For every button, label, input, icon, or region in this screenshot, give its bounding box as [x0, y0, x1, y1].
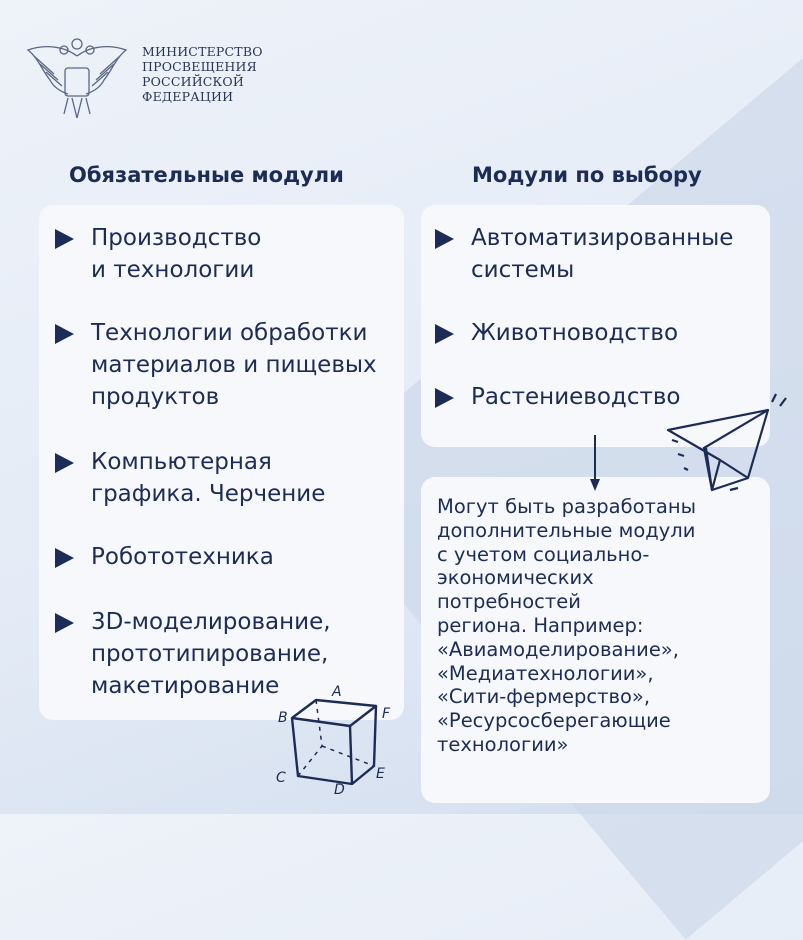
svg-text:C: C: [276, 770, 286, 786]
eagle-emblem-icon: [24, 36, 130, 120]
triangle-bullet-icon: [55, 453, 74, 473]
mandatory-title: Обязательные модули: [69, 163, 344, 187]
optional-item: Животноводство: [471, 317, 678, 349]
triangle-bullet-icon: [435, 388, 454, 408]
svg-text:E: E: [376, 766, 385, 782]
svg-text:D: D: [334, 782, 345, 798]
paper-plane-icon: [660, 390, 800, 500]
ministry-line: ПРОСВЕЩЕНИЯ: [142, 59, 257, 74]
ministry-name: [142, 44, 263, 104]
optional-item: Автоматизированные системы: [471, 222, 733, 286]
mandatory-item: Робототехника: [91, 541, 274, 573]
triangle-bullet-icon: [435, 229, 454, 249]
triangle-bullet-icon: [55, 548, 74, 568]
triangle-bullet-icon: [55, 324, 74, 344]
optional-title: Модули по выбору: [472, 163, 702, 187]
mandatory-item: 3D-моделирование, прототипирование, макетирование: [91, 606, 331, 702]
svg-text:B: B: [278, 710, 288, 726]
note-text: Могут быть разработаны дополнительные модули с учетом социально- экономических потребностей региона. Например: «Авиамоделирование», «Медиатехнологии», «Сити-фермерство», «Ресурсосберегающие технологии»: [437, 495, 697, 756]
mandatory-item: Технологии обработки материалов и пищевых продуктов: [91, 317, 377, 413]
triangle-bullet-icon: [435, 324, 454, 344]
ministry-line: ФЕДЕРАЦИИ: [142, 89, 234, 104]
arrow-down-icon: [585, 435, 605, 495]
optional-item: Растениеводство: [471, 381, 681, 413]
ministry-line: РОССИЙСКОЙ: [142, 74, 244, 89]
svg-text:A: A: [332, 684, 342, 700]
mandatory-item: Производство и технологии: [91, 222, 261, 286]
triangle-bullet-icon: [55, 229, 74, 249]
svg-text:F: F: [382, 706, 391, 722]
mandatory-item: Компьютерная графика. Черчение: [91, 446, 325, 510]
triangle-bullet-icon: [55, 613, 74, 633]
cube-drawing-icon: [272, 680, 402, 798]
ministry-line: МИНИСТЕРСТВО: [142, 44, 263, 59]
